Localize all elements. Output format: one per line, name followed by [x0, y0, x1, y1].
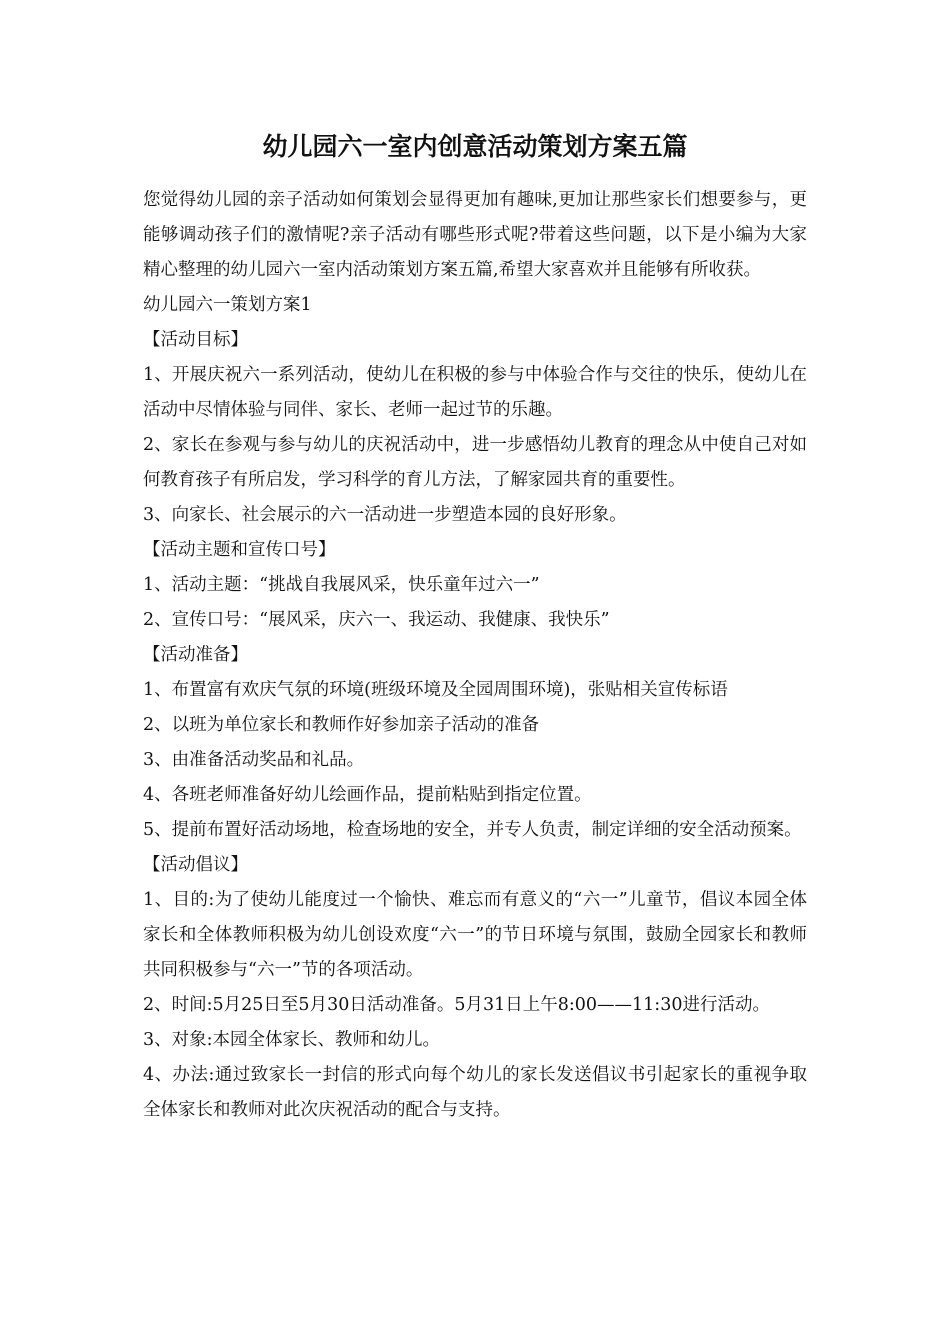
- preparation-item-5: 5、提前布置好活动场地，检查场地的安全，并专人负责，制定详细的安全活动预案。: [143, 820, 802, 840]
- document-body: [143, 183, 807, 1128]
- intro-paragraph: 您觉得幼儿园的亲子活动如何策划会显得更加有趣味,更加让那些家长们想要参与，更能够调动孩子们的激情呢?亲子活动有哪些形式呢?带着这些问题，以下是小编为大家精心整理的幼儿园六一室内活动策划方案五篇,希望大家喜欢并且能够有所收获。: [143, 190, 807, 280]
- initiative-item-2: 2、时间:5月25日至5月30日活动准备。5月31日上午8:00——11:30进行活动。: [143, 995, 770, 1015]
- preparation-item-4: 4、各班老师准备好幼儿绘画作品，提前粘贴到指定位置。: [143, 785, 592, 805]
- section-heading-theme: 【活动主题和宣传口号】: [143, 540, 336, 560]
- goal-item-1: 1、开展庆祝六一系列活动，使幼儿在积极的参与中体验合作与交往的快乐，使幼儿在活动中尽情体验与同伴、家长、老师一起过节的乐趣。: [143, 365, 807, 420]
- preparation-item-3: 3、由准备活动奖品和礼品。: [143, 750, 365, 770]
- preparation-item-2: 2、以班为单位家长和教师作好参加亲子活动的准备: [143, 715, 540, 735]
- section-heading-goals: 【活动目标】: [143, 330, 248, 350]
- initiative-item-3: 3、对象:本园全体家长、教师和幼儿。: [143, 1030, 441, 1050]
- section-heading-plan-1: 幼儿园六一策划方案1: [143, 295, 312, 315]
- initiative-item-4: 4、办法:通过致家长一封信的形式向每个幼儿的家长发送倡议书引起家长的重视争取全体家长和教师对此次庆祝活动的配合与支持。: [143, 1065, 807, 1120]
- theme-item-2: 2、宣传口号：“展风采，庆六一、我运动、我健康、我快乐”: [143, 610, 610, 630]
- goal-item-2: 2、家长在参观与参与幼儿的庆祝活动中，进一步感悟幼儿教育的理念从中使自己对如何教育孩子有所启发，学习科学的育儿方法，了解家园共育的重要性。: [143, 435, 807, 490]
- page-title: 幼儿园六一室内创意活动策划方案五篇: [262, 132, 688, 161]
- theme-item-1: 1、活动主题：“挑战自我展风采，快乐童年过六一”: [143, 575, 540, 595]
- section-heading-initiative: 【活动倡议】: [143, 855, 248, 875]
- section-heading-preparation: 【活动准备】: [143, 645, 248, 665]
- goal-item-3: 3、向家长、社会展示的六一活动进一步塑造本园的良好形象。: [143, 505, 627, 525]
- preparation-item-1: 1、布置富有欢庆气氛的环境(班级环境及全园周围环境)，张贴相关宣传标语: [143, 680, 728, 700]
- initiative-item-1: 1、目的:为了使幼儿能度过一个愉快、难忘而有意义的“六一”儿童节，倡议本园全体家长和全体教师积极为幼儿创设欢度“六一”的节日环境与氛围，鼓励全园家长和教师共同积极参与“六一”节的各项活动。: [143, 890, 807, 980]
